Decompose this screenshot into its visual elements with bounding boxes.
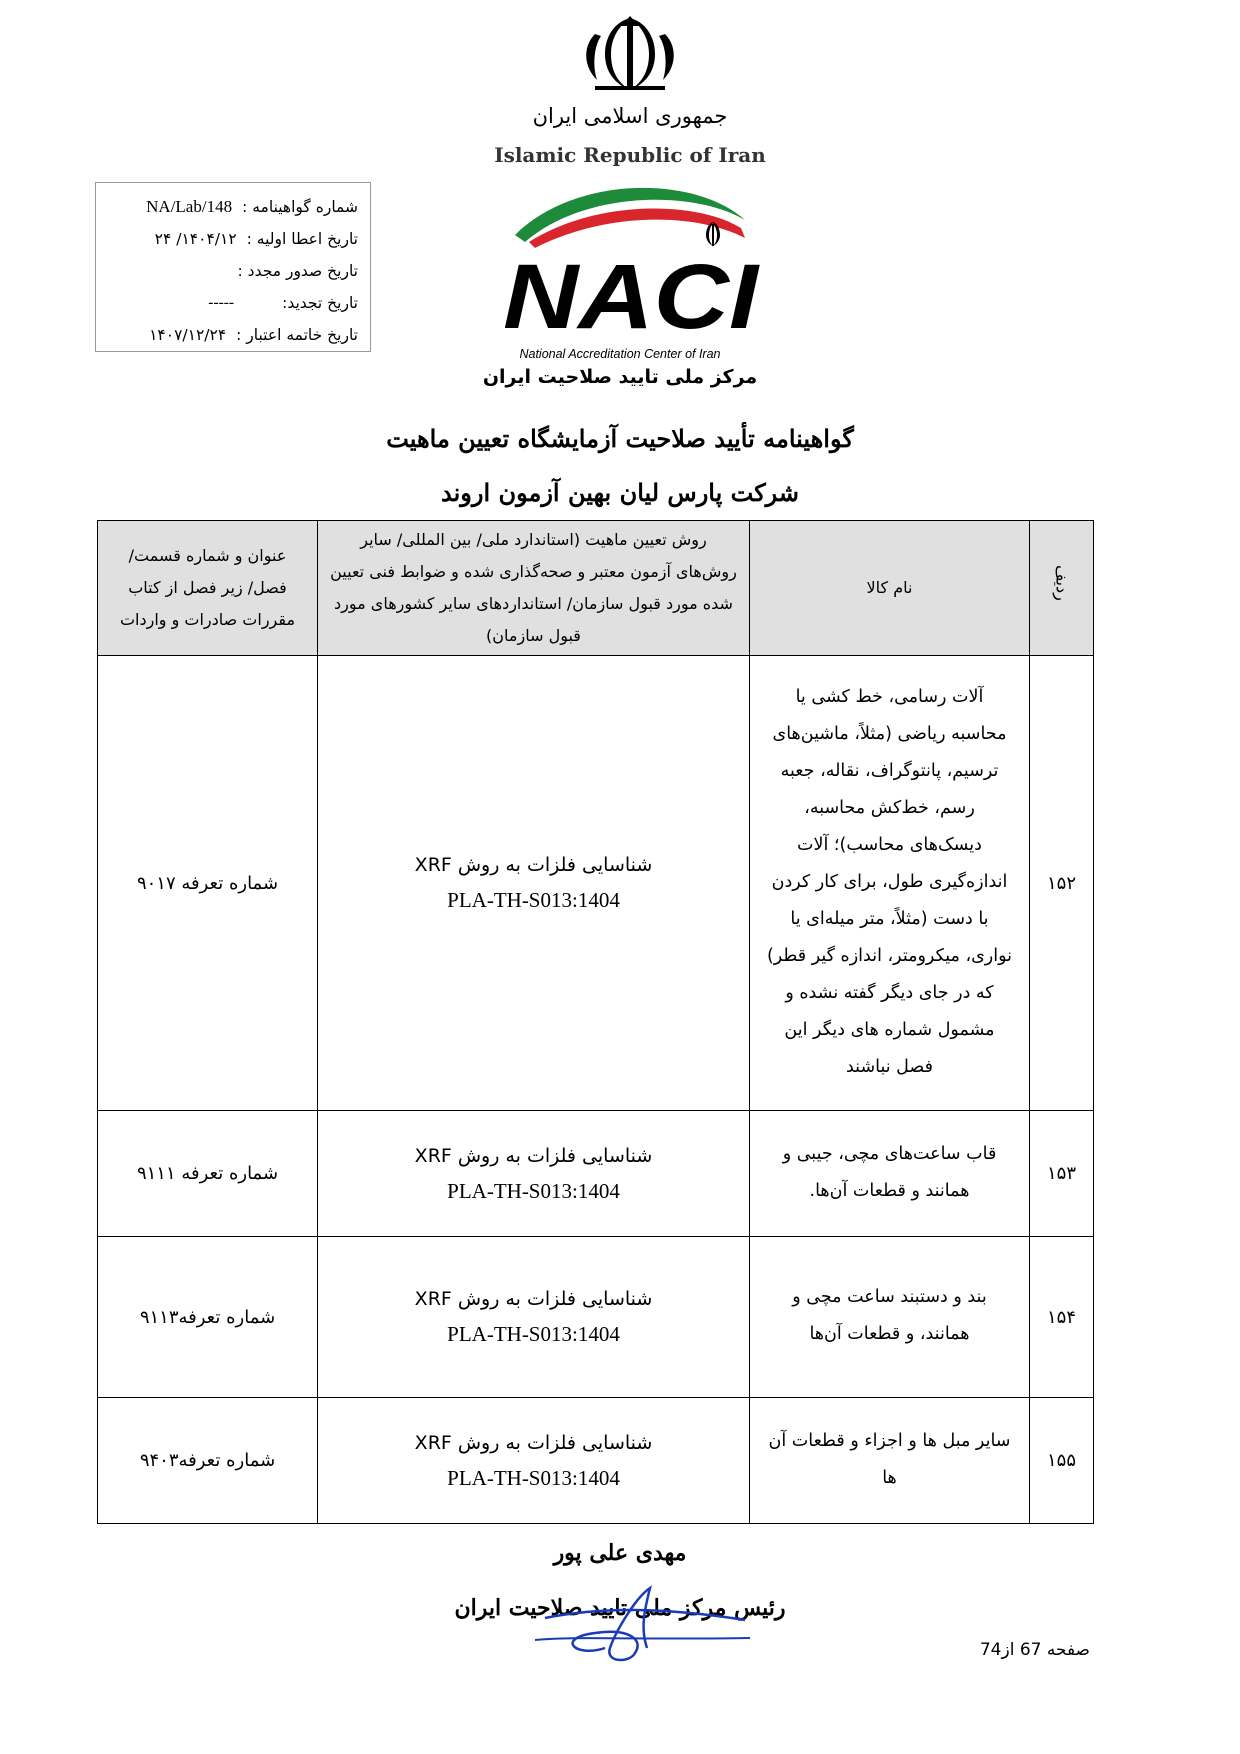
- signatory-title: رئیس مرکز ملی تایید صلاحیت ایران: [454, 1595, 786, 1621]
- table-row: [98, 1237, 1094, 1398]
- header-product-name: نام کالا: [750, 521, 1030, 656]
- first-issue-value: ۱۴۰۴/۱۲/ ۲۴: [154, 230, 237, 248]
- tariff-number: شماره تعرفه ۹۰۱۷: [98, 656, 318, 1111]
- certificate-title: گواهینامه تأیید صلاحیت آزمایشگاه تعیین ماهیت: [386, 424, 854, 453]
- handwritten-signature: [535, 1578, 755, 1668]
- row-number: ۱۵۳: [1030, 1111, 1094, 1237]
- product-name: قاب ساعت‌های مچی، جیبی و همانند و قطعات آن‌ها.: [750, 1111, 1030, 1237]
- renewal-value: -----: [208, 294, 235, 311]
- signatory-name: مهدی علی پور: [553, 1540, 687, 1566]
- method-description: شناسایی فلزات به روش XRF: [414, 1431, 653, 1454]
- method-description: شناسایی فلزات به روش XRF: [414, 1144, 653, 1167]
- expiry-label: تاریخ خاتمه اعتبار :: [236, 326, 358, 344]
- renewal-label: تاریخ تجدید:: [282, 294, 358, 312]
- iran-emblem-icon: [575, 14, 685, 104]
- naci-logo: [495, 180, 780, 355]
- cert-number-row: [108, 191, 358, 223]
- method-code: PLA-TH-S013:1404: [447, 1322, 620, 1346]
- table-row: [98, 656, 1094, 1111]
- reissue-row: [108, 255, 358, 287]
- header-tariff: عنوان و شماره قسمت/ فصل/ زیر فصل از کتاب مقررات صادرات و واردات: [98, 521, 318, 656]
- renewal-row: [108, 287, 358, 319]
- method-cell: [318, 1111, 750, 1237]
- expiry-value: ۱۴۰۷/۱۲/۲۴: [149, 326, 227, 344]
- company-name: شرکت پارس لیان بهین آزمون اروند: [440, 478, 799, 507]
- cert-number-value: NA/Lab/148: [146, 197, 233, 216]
- product-name: سایر مبل ها و اجزاء و قطعات آن ها: [750, 1398, 1030, 1524]
- method-description: شناسایی فلزات به روش XRF: [414, 854, 653, 876]
- first-issue-row: [108, 223, 358, 255]
- method-code: PLA-TH-S013:1404: [447, 1465, 620, 1490]
- logo-persian-text: مرکز ملی تایید صلاحیت ایران: [482, 366, 758, 388]
- product-name: آلات رسامی، خط کشی یا محاسبه ریاضی (مثلاً، ماشین‌های ترسیم، پانتوگراف، نقاله، جعبه رسم، خط‌کش محاسبه، دیسک‌های محاسب)؛ آلات اندازه‌گیری طول، برای کار کردن با دست (مثلاً، متر میله‌ای یا نواری، میکرومتر، اندازه گیر قطر) که در جای دیگر گفته نشده و مشمول شماره های دیگر این فصل نباشند: [750, 656, 1030, 1111]
- expiry-row: [108, 319, 358, 351]
- certificate-info-box: [95, 182, 371, 352]
- tariff-number: شماره تعرفه۹۴۰۳: [98, 1398, 318, 1524]
- tariff-number: شماره تعرفه۹۱۱۳: [98, 1237, 318, 1398]
- table-header-row: [98, 521, 1094, 656]
- emblem-text-en: Islamic Republic of Iran: [494, 143, 766, 167]
- method-cell: [318, 656, 750, 1111]
- method-description: شناسایی فلزات به روش XRF: [414, 1288, 653, 1310]
- method-cell: [318, 1398, 750, 1524]
- row-number: ۱۵۴: [1030, 1237, 1094, 1398]
- reissue-label: تاریخ صدور مجدد :: [237, 262, 358, 280]
- first-issue-label: تاریخ اعطا اولیه :: [246, 230, 358, 248]
- table-row: [98, 1398, 1094, 1524]
- page-number: صفحه 67 از74: [979, 1640, 1090, 1660]
- emblem-text-fa: جمهوری اسلامی ایران: [532, 104, 728, 128]
- scope-table: [97, 520, 1094, 1524]
- cert-number-label: شماره گواهینامه :: [242, 198, 358, 216]
- table-row: [98, 1111, 1094, 1237]
- header-method: روش تعیین ماهیت (استاندارد ملی/ بین المللی/ سایر روش‌های آزمون معتبر و صحه‌گذاری شده و ضوابط فنی تعیین شده مورد قبول سازمان/ استانداردهای سایر کشورهای مورد قبول سازمان): [318, 521, 750, 656]
- product-name: بند و دستبند ساعت مچی و همانند، و قطعات آن‌ها: [750, 1237, 1030, 1398]
- tariff-number: شماره تعرفه ۹۱۱۱: [98, 1111, 318, 1237]
- row-number: ۱۵۵: [1030, 1398, 1094, 1524]
- logo-naci-text: NACI: [503, 246, 761, 348]
- method-code: PLA-TH-S013:1404: [447, 888, 620, 912]
- header-row-number-label: ردیف: [1052, 564, 1072, 601]
- row-number: ۱۵۲: [1030, 656, 1094, 1111]
- method-code: PLA-TH-S013:1404: [447, 1178, 620, 1203]
- method-cell: [318, 1237, 750, 1398]
- logo-english-text: National Accreditation Center of Iran: [519, 347, 721, 361]
- header-row-number: [1030, 521, 1094, 656]
